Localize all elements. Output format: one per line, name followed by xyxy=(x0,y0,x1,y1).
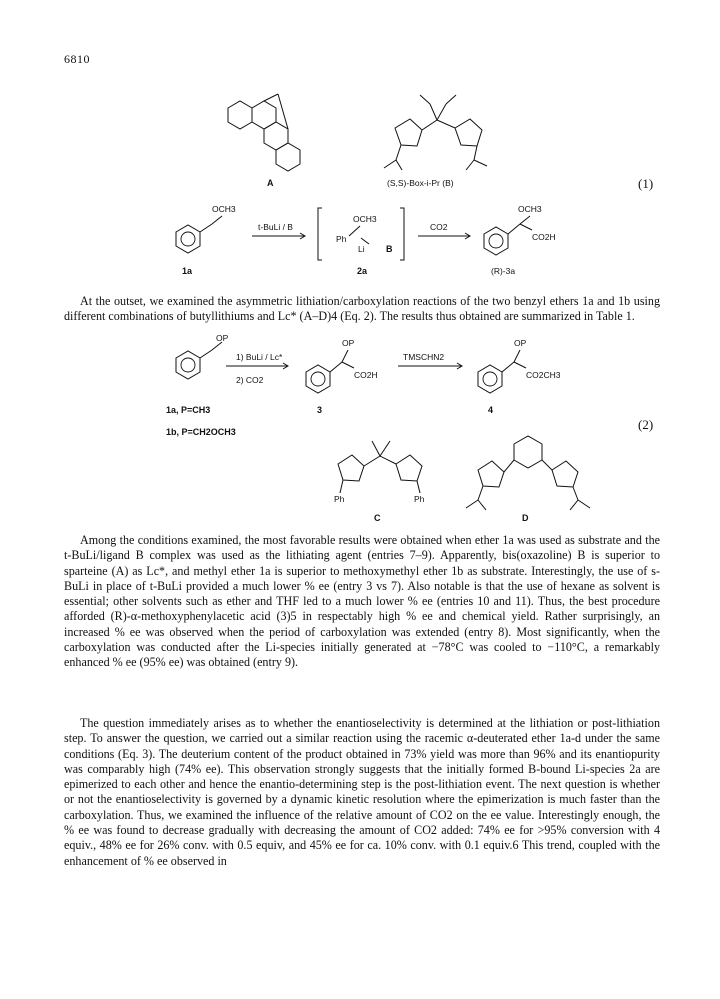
aromatic-ring-3a xyxy=(489,234,503,248)
reagent-tbuli-b: t-BuLi / B xyxy=(258,222,293,232)
och3-2a: OCH3 xyxy=(353,214,377,224)
paragraph-intro: At the outset, we examined the asymmetric lithiation/carboxylation reactions of the two benzyl ethers 1a and 1b using different combinations of butyllithiums and Lc* (A–D)4 (Eq. 2). The results thus obtained are summarized in Table 1. xyxy=(64,294,660,324)
label-2a: 2a xyxy=(357,266,368,276)
co2ch3-4: CO2CH3 xyxy=(526,370,561,380)
page-number: 6810 xyxy=(64,52,90,66)
label-1a: 1a xyxy=(182,266,193,276)
ph-c-left: Ph xyxy=(334,494,345,504)
reagent-tmschn2: TMSCHN2 xyxy=(403,352,445,362)
co2h-3: CO2H xyxy=(354,370,378,380)
pybox-structure-D xyxy=(466,436,590,510)
co2h-3a: CO2H xyxy=(532,232,556,242)
label-1a-pch3: 1a, P=CH3 xyxy=(166,405,211,415)
op-4: OP xyxy=(514,338,527,348)
box-ipr-structure-B xyxy=(384,95,487,170)
och3-1a: OCH3 xyxy=(212,204,236,214)
reagent-co2: CO2 xyxy=(430,222,448,232)
equation-number-2: (2) xyxy=(638,417,654,432)
och3-3a: OCH3 xyxy=(518,204,542,214)
label-A: A xyxy=(267,178,274,188)
op-1: OP xyxy=(216,333,229,343)
acid-3-structure xyxy=(306,350,354,393)
paragraph-results: Among the conditions examined, the most favorable results were obtained when ether 1a was used as substrate and the t-BuLi/ligand B complex was used as the lithiating agent (entries 7–9). Apparently, bis(oxazoline) B is superior to sparteine (A) as Lc*, and methyl ether 1a is superior to methoxymethyl ether 1b as substrate. Interestingly, the use of s-BuLi in place of t-BuLi provided a much lower % ee (entry 3 vs 7). Also notable is that the use of hexane as solvent is essential; other solvents such as ether and THF led to a much lower % ee (entries 10 and 11). Thus, the best procedure afforded (R)-α-methoxyphenylacetic acid (3)5 in respectably high % ee and chemical yield. Rather surprisingly, an increased % ee was observed when the period of carboxylation was extended (entry 8). Most significantly, when the carboxylation was conducted after the Li-species initially generated at −78°C was cooled to −110°C, a remarkably enhanced % ee (95% ee) was obtained (entry 9). xyxy=(64,533,660,670)
li-2a: Li xyxy=(358,244,365,254)
ester-4-structure xyxy=(478,350,526,393)
aromatic-ring-4 xyxy=(483,372,497,386)
step-1-buli-lc: 1) BuLi / Lc* xyxy=(236,352,283,362)
label-3a: (R)-3a xyxy=(491,266,516,276)
label-D: D xyxy=(522,513,529,523)
label-1b-pch2och3: 1b, P=CH2OCH3 xyxy=(166,427,236,437)
equation-number-1: (1) xyxy=(638,176,654,191)
op-3: OP xyxy=(342,338,355,348)
label-B: (S,S)-Box-i-Pr (B) xyxy=(387,178,454,188)
ph-c-right: Ph xyxy=(414,494,425,504)
aromatic-ring-3 xyxy=(311,372,325,386)
box-ph-structure-C xyxy=(338,441,422,493)
sparteine-structure-A xyxy=(228,94,300,171)
label-C: C xyxy=(374,513,381,523)
paragraph-mechanism: The question immediately arises as to whether the enantioselectivity is determined at the lithiation or post-lithiation step. To answer the question, we carried out a similar reaction using the racemic α-deuterated ether 1a-d under the same conditions (Eq. 3). The deuterium content of the product obtained in 73% yield was more than 96% and its enantiopurity was comparably high (74% ee). This observation strongly suggests that the initially formed B-bound Li-species 2a are epimerized to each other and hence the enantio-determining step is the post-lithiation event. The next question is whether or not the enantioselectivity is governed by a dynamic kinetic resolution where the epimerization is much faster than the carboxylation. Thus, we examined the influence of the relative amount of CO2 on the ee value. Interestingly enough, the % ee was found to decrease gradually with decreasing the amount of CO2 added: 74% ee for >95% conversion with 4 equiv., 48% ee for 26% conv. with 0.5 equiv, and 45% ee for ca. 10% conv. with 0.1 equiv.6 This trend, coupled with the enhancement of % ee observed in xyxy=(64,716,660,868)
b-2a: B xyxy=(386,244,393,254)
label-3: 3 xyxy=(317,405,323,415)
ph-2a: Ph xyxy=(336,234,347,244)
step-2-co2: 2) CO2 xyxy=(236,375,264,385)
aromatic-ring-1a xyxy=(181,232,195,246)
label-4: 4 xyxy=(488,405,494,415)
aromatic-ring-1 xyxy=(181,358,195,372)
